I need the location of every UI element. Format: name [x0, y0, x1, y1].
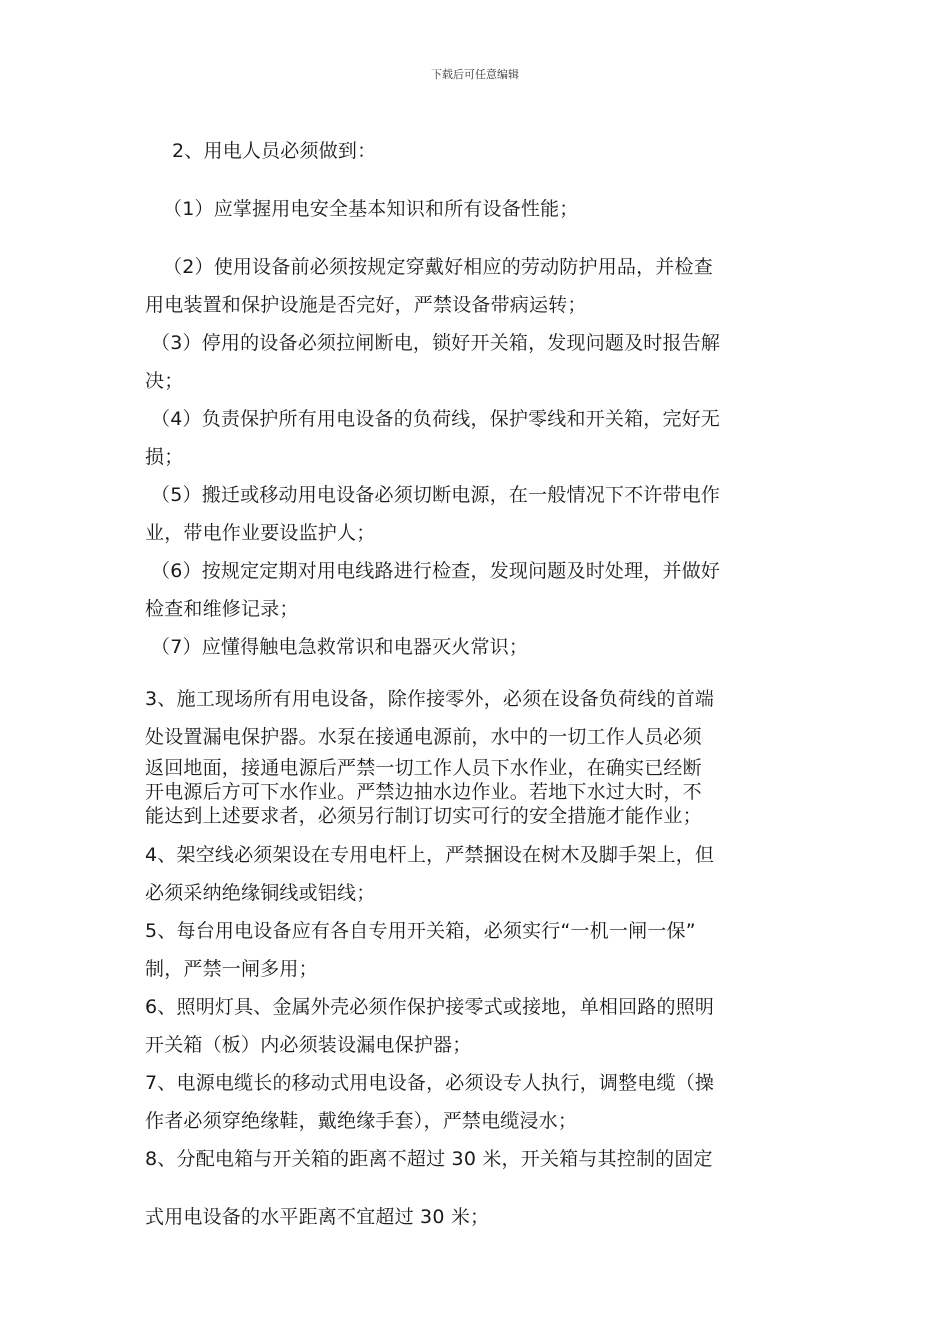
section-5-line-2: 制，严禁一闸多用； [145, 958, 318, 980]
section-2-heading: 2、用电人员必须做到： [172, 140, 377, 162]
item-2-line-1: （2）使用设备前必须按规定穿戴好相应的劳动防护用品，并检查 [163, 256, 713, 278]
item-5-line-1: （5）搬迁或移动用电设备必须切断电源，在一般情况下不许带电作 [151, 484, 721, 506]
section-6-line-1: 6、照明灯具、金属外壳必须作保护接零式或接地，单相回路的照明 [145, 996, 715, 1018]
item-3-line-1: （3）停用的设备必须拉闸断电，锁好开关箱，发现问题及时报告解 [151, 332, 721, 354]
section-8-line-2: 式用电设备的水平距离不宜超过 30 米； [145, 1206, 490, 1228]
item-6-line-2: 检查和维修记录； [145, 598, 299, 620]
item-7: （7）应懂得触电急救常识和电器灭火常识； [151, 636, 529, 658]
section-4-line-2: 必须采纳绝缘铜线或铝线； [145, 882, 376, 904]
section-7-line-1: 7、电源电缆长的移动式用电设备，必须设专人执行，调整电缆（操 [145, 1072, 715, 1094]
section-7-line-2: 作者必须穿绝缘鞋，戴绝缘手套），严禁电缆浸水； [145, 1110, 578, 1132]
section-3-line-4: 开电源后方可下水作业。严禁边抽水边作业。若地下水过大时，不 [145, 781, 702, 803]
item-3-line-2: 决； [145, 370, 184, 392]
section-3-line-1: 3、施工现场所有用电设备，除作接零外，必须在设备负荷线的首端 [145, 688, 715, 710]
item-1: （1）应掌握用电安全基本知识和所有设备性能； [163, 198, 579, 220]
document-body [145, 132, 810, 1236]
section-8-line-1: 8、分配电箱与开关箱的距离不超过 30 米，开关箱与其控制的固定 [145, 1148, 713, 1170]
item-5-line-2: 业，带电作业要设监护人； [145, 522, 376, 544]
section-3-line-3: 返回地面，接通电源后严禁一切工作人员下水作业，在确实已经断 [145, 757, 702, 779]
section-3-line-2: 处设置漏电保护器。水泵在接通电源前，水中的一切工作人员必须 [145, 726, 702, 748]
section-3-line-5: 能达到上述要求者，必须另行制订切实可行的安全措施才能作业； [145, 805, 702, 827]
item-4-line-1: （4）负责保护所有用电设备的负荷线，保护零线和开关箱，完好无 [151, 408, 721, 430]
item-6-line-1: （6）按规定定期对用电线路进行检查，发现问题及时处理，并做好 [151, 560, 721, 582]
section-4-line-1: 4、架空线必须架设在专用电杆上，严禁捆设在树木及脚手架上，但 [145, 844, 715, 866]
section-6-line-2: 开关箱（板）内必须装设漏电保护器； [145, 1034, 472, 1056]
page-header: 下载后可任意编辑 [431, 68, 519, 81]
section-5-line-1: 5、每台用电设备应有各自专用开关箱，必须实行“一机一闸一保” [145, 920, 696, 942]
item-4-line-2: 损； [145, 446, 184, 468]
item-2-line-2: 用电装置和保护设施是否完好，严禁设备带病运转； [145, 294, 587, 316]
